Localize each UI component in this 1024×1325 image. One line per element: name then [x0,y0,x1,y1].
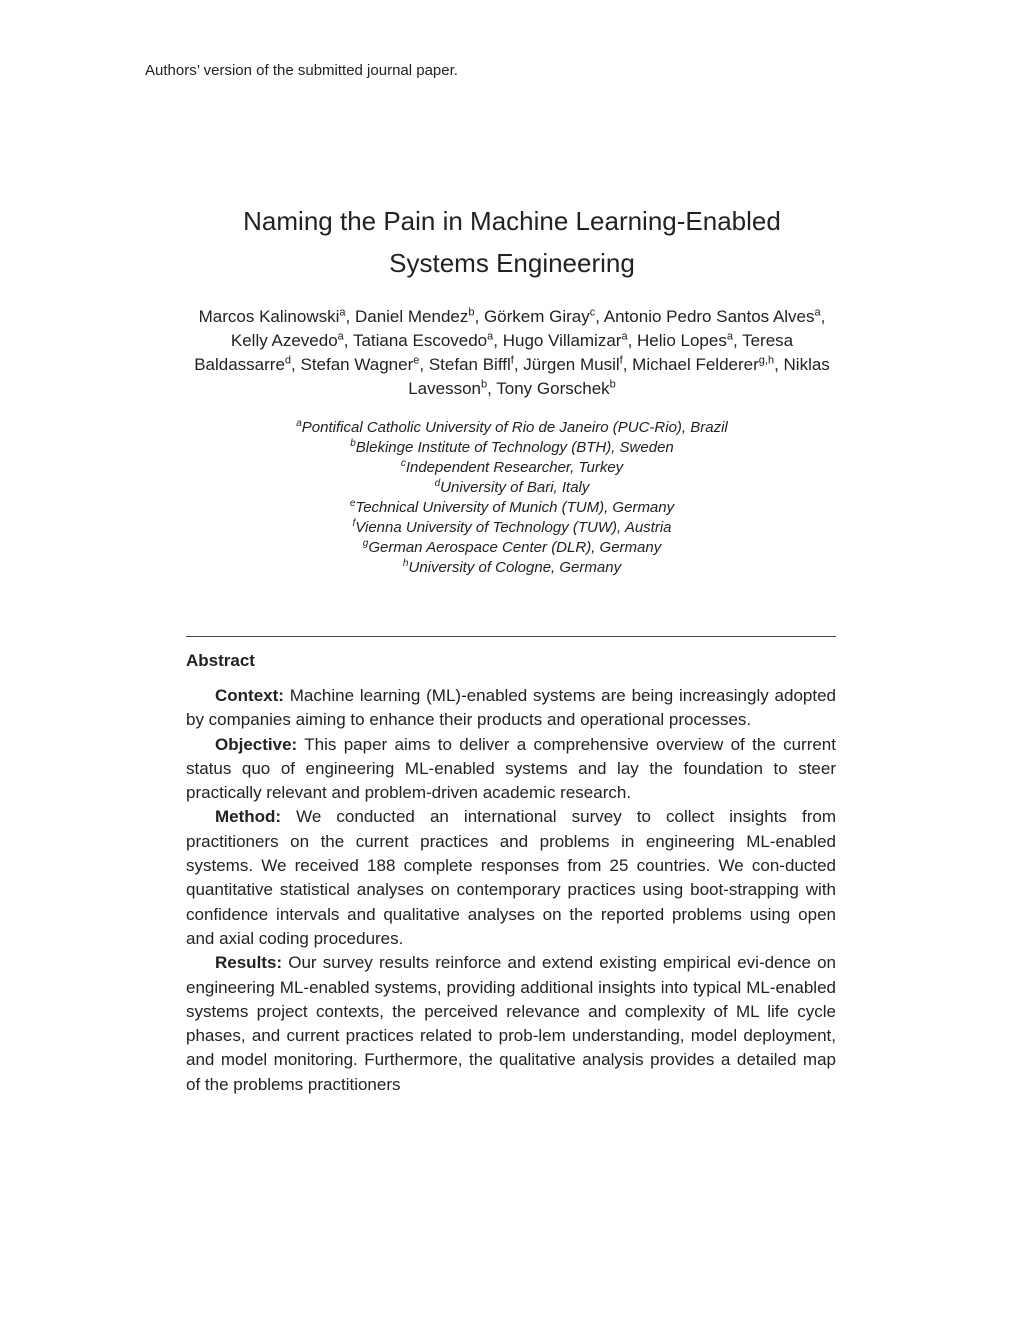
author: Daniel Mendez$^b$ [354,306,475,326]
affiliation: $^a$Pontifical Catholic University of Rio de Janeiro (PUC-Rio), Brazil [296,418,728,436]
affiliation: $^d$University of Bari, Italy [434,478,590,496]
section-divider [186,636,836,637]
abstract-paragraph-objective: Objective: This paper aims to deliver a comprehensive overview of the current status quo of engineering ML-enabled systems and lay the foundation to steer practically relevant and problem-driven academic research. [186,734,836,803]
author: Michael Felderer$^{g,h}$ [632,354,775,374]
author: Jürgen Musil$^f$ [523,354,623,374]
affiliation: $^h$University of Cologne, Germany [402,558,622,576]
author: Hugo Villamizar$^a$ [502,330,628,350]
title-line-2: Systems Engineering [389,248,635,278]
author: Görkem Giray$^c$ [483,306,596,326]
author: Niklas Lavesson$^b$ [408,355,830,398]
paper-title [0,200,1024,284]
affiliation: $^g$German Aerospace Center (DLR), Germany [362,538,662,556]
abstract-heading: Abstract [186,651,255,670]
author-list: Marcos Kalinowski$^a$, Daniel Mendez$^b$, Görkem Giray$^c$, Antonio Pedro Santos Alves$^a$, Kelly Azevedo$^a$, Tatiana Escovedo$^a$, Hugo Villamizar$^a$, Helio Lopes$^a$, Teresa Baldassarre$^d$, Stefan Wagner$^e$, Stefan Biffl$^f$, Jürgen Musil$^f$, Michael Felderer$^{g,h}$, Niklas Lavesson$^b$, Tony Gorschek$^b$ [194,306,830,398]
title-line-1: Naming the Pain in Machine Learning-Enabled [243,206,781,236]
affiliation: $^e$Technical University of Munich (TUM), Germany [349,498,675,516]
author: Teresa Baldassarre$^d$ [194,331,794,374]
author: Stefan Wagner$^e$ [300,354,420,374]
author: Marcos Kalinowski$^a$ [198,306,346,326]
header-note: Authors’ version of the submitted journal paper. [145,62,458,79]
abstract-body [186,684,836,1097]
author: Helio Lopes$^a$ [637,330,733,350]
affiliation: $^f$Vienna University of Technology (TUW), Austria [352,518,672,536]
author: Antonio Pedro Santos Alves$^a$ [603,306,821,326]
abstract-paragraph-results: Results: Our survey results reinforce and extend existing empirical evi-dence on engineering ML-enabled systems, providing additional insights into typical ML-enabled systems project contexts, the perceived relevance and complexity of ML life cycle phases, and current practices related to prob-lem understanding, model deployment, and model monitoring. Furthermore, the qualitative analysis provides a detailed map of the problems practitioners [186,953,836,1094]
author: Stefan Biffl$^f$ [428,354,514,374]
abstract-paragraph-context: Context: Machine learning (ML)-enabled systems are being increasingly adopted by companies aiming to enhance their products and operational processes. [186,686,836,730]
abstract-paragraph-method: Method: We conducted an international survey to collect insights from practitioners on the current practices and problems in engineering ML-enabled systems. We received 188 complete responses from 25 countries. We con-ducted quantitative statistical analyses on contemporary practices using boot-strapping with confidence intervals and qualitative analyses on the reported problems using open and axial coding procedures. [186,807,836,948]
affiliation-list [186,418,838,578]
affiliation: $^c$Independent Researcher, Turkey [400,458,624,476]
author: Tatiana Escovedo$^a$ [352,330,494,350]
affiliation: $^b$Blekinge Institute of Technology (BTH), Sweden [350,438,674,456]
author: Tony Gorschek$^b$ [496,378,616,398]
author: Kelly Azevedo$^a$ [230,330,344,350]
